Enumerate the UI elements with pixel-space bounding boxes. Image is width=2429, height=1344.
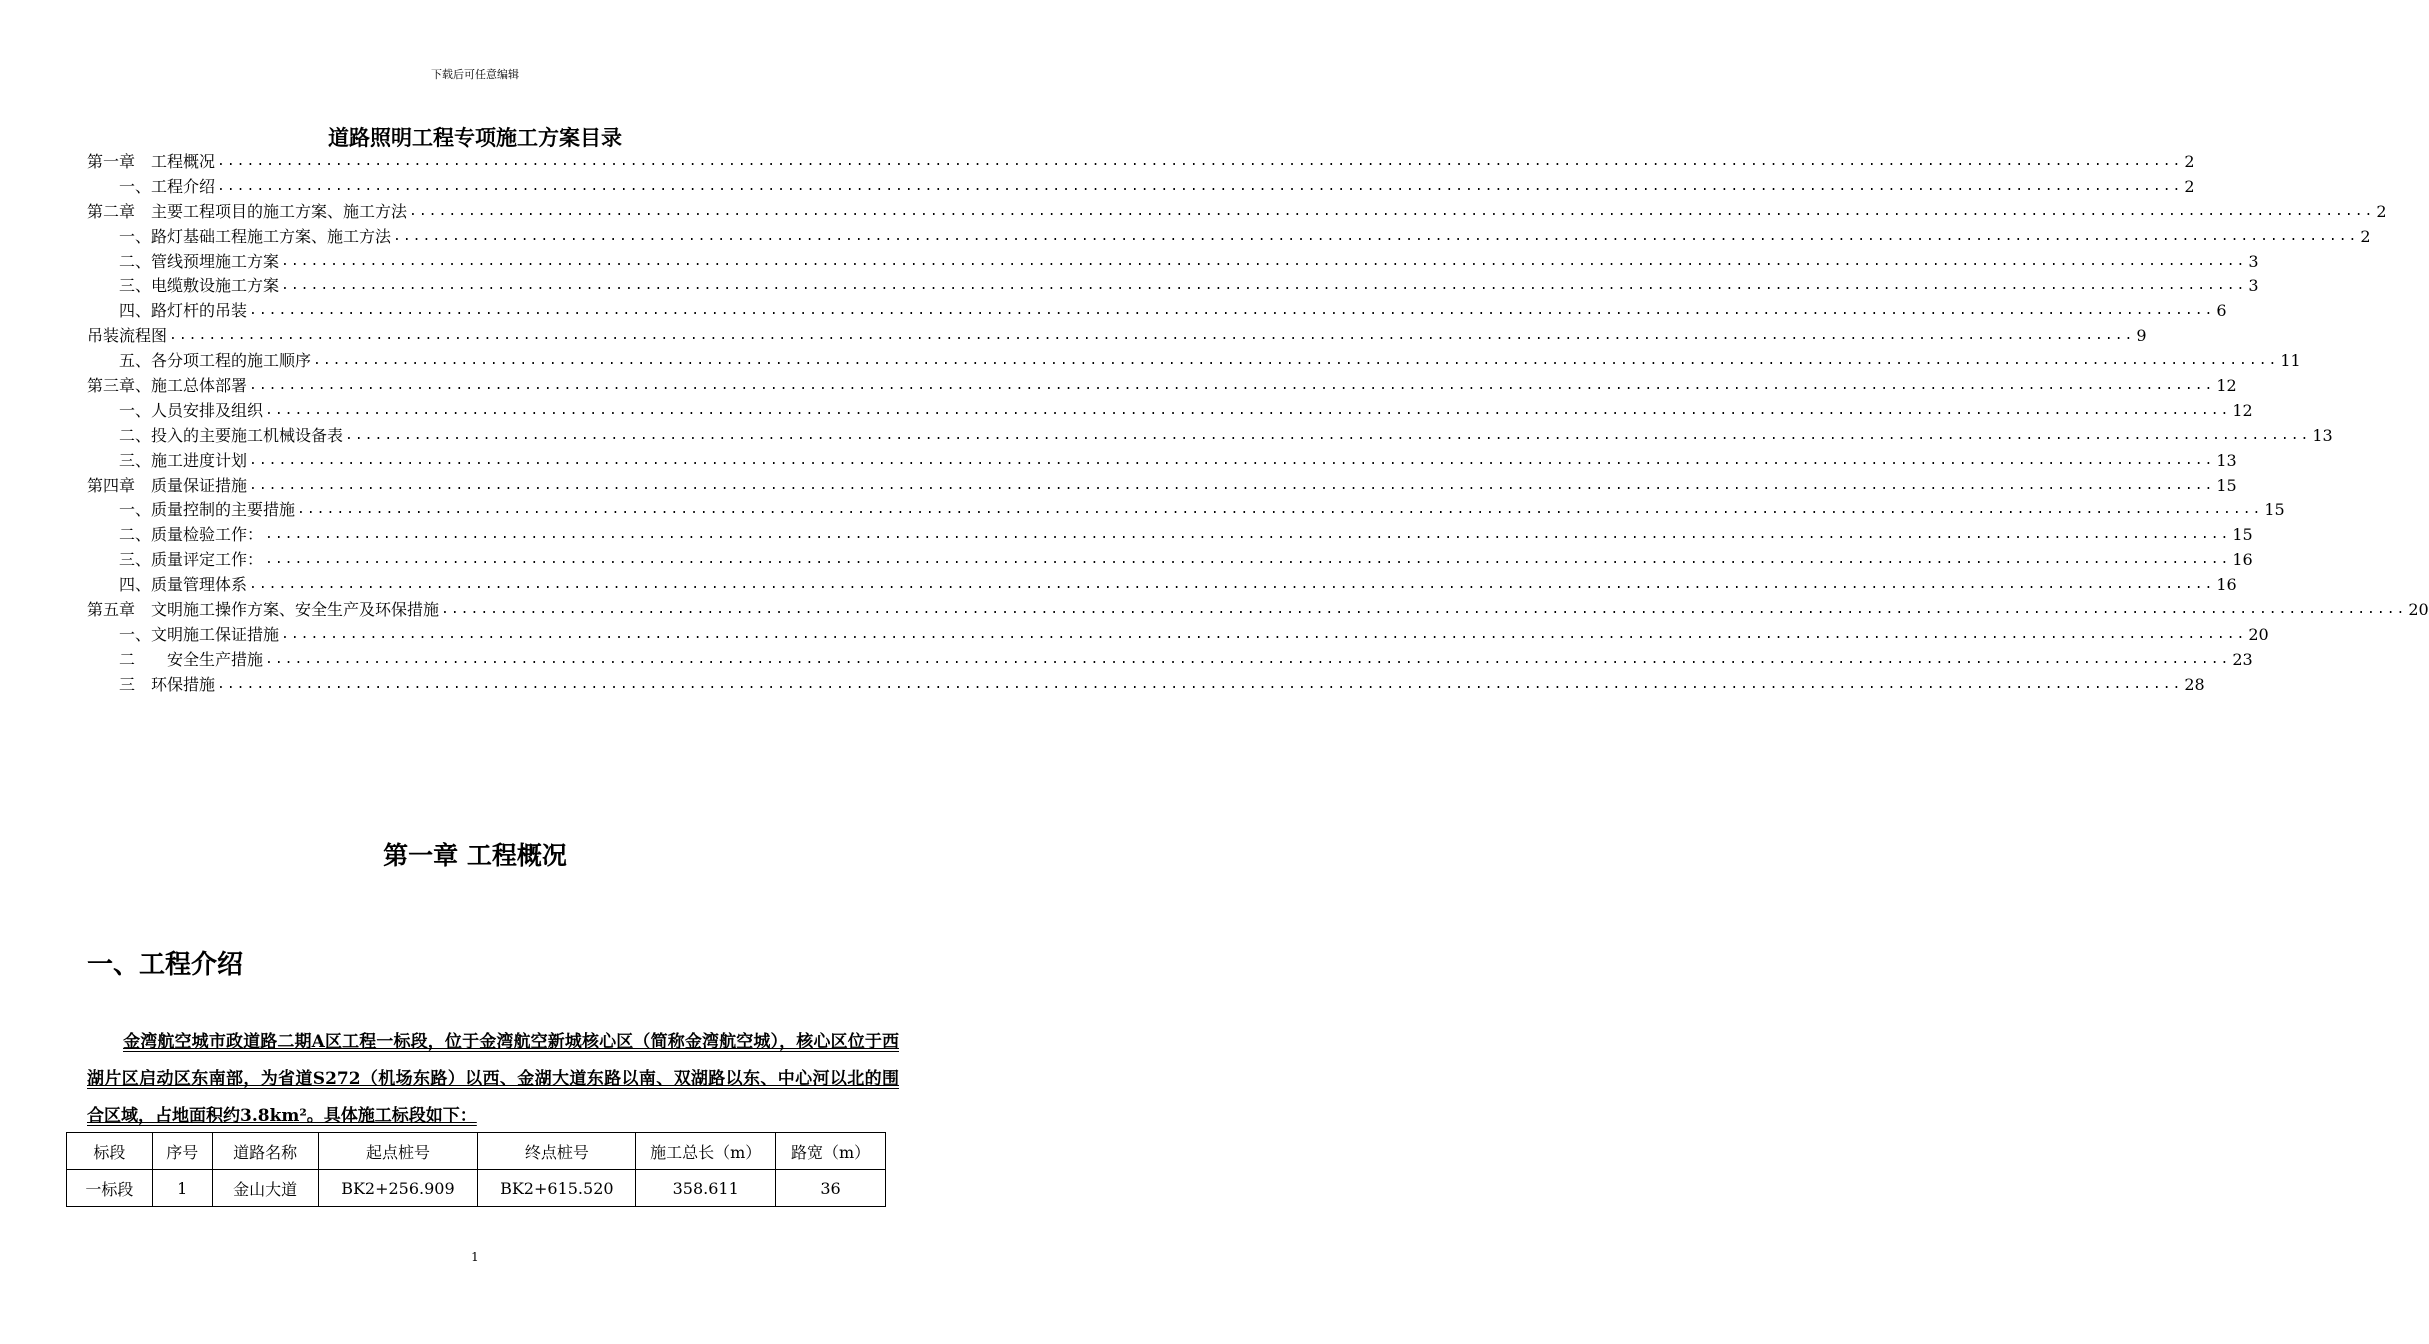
toc-leader-dots: ........................................................................................................................................................................................................ bbox=[249, 303, 2215, 319]
toc-entry-page: 3 bbox=[2248, 251, 2259, 271]
toc-entry-page: 2 bbox=[2184, 151, 2195, 171]
toc-entry-page: 3 bbox=[2248, 276, 2259, 296]
table-cell: 358.611 bbox=[636, 1170, 776, 1207]
toc-entry-title: 二、管线预埋施工方案 bbox=[119, 251, 280, 271]
toc-leader-dots: ........................................................................................................................................................................................................ bbox=[249, 477, 2215, 493]
toc-entry[interactable] bbox=[87, 474, 2237, 499]
toc-entry[interactable] bbox=[87, 374, 2237, 399]
toc-entry-title: 二、质量检验工作： bbox=[119, 525, 264, 545]
table-header-cell: 施工总长（m） bbox=[636, 1133, 776, 1170]
toc-entry-page: 13 bbox=[2312, 425, 2333, 445]
toc-entry[interactable] bbox=[87, 299, 2227, 324]
toc-entry-page: 16 bbox=[2232, 550, 2253, 570]
toc-leader-dots: ........................................................................................................................................................................................................ bbox=[217, 178, 2183, 194]
toc-leader-dots: ........................................................................................................................................................................................................ bbox=[169, 328, 2135, 344]
toc-entry-title: 一、文明施工保证措施 bbox=[119, 624, 280, 644]
table-cell: 1 bbox=[152, 1170, 212, 1207]
toc-leader-dots: ........................................................................................................................................................................................................ bbox=[393, 228, 2359, 244]
toc-leader-dots: ........................................................................................................................................................................................................ bbox=[249, 378, 2215, 393]
toc-entry[interactable] bbox=[87, 548, 2253, 573]
toc-entry-page: 20 bbox=[2408, 600, 2429, 620]
toc-entry[interactable] bbox=[87, 573, 2237, 598]
toc-entry[interactable] bbox=[87, 598, 2429, 623]
toc-leader-dots: ........................................................................................................................................................................................................ bbox=[281, 253, 2247, 269]
toc-leader-dots: ........................................................................................................................................................................................................ bbox=[297, 502, 2263, 518]
page-number: 1 bbox=[471, 1250, 479, 1264]
table-cell: 金山大道 bbox=[212, 1170, 318, 1207]
toc-leader-dots: ........................................................................................................................................................................................................ bbox=[265, 651, 2231, 667]
toc-entry-page: 15 bbox=[2264, 500, 2285, 520]
toc-entry-title: 三、电缆敷设施工方案 bbox=[119, 276, 280, 296]
section-title: 一、工程介绍 bbox=[87, 950, 244, 980]
toc-entry-title: 三、质量评定工作： bbox=[119, 550, 264, 570]
toc-entry-page: 16 bbox=[2216, 575, 2237, 595]
toc-entry-page: 28 bbox=[2184, 674, 2205, 694]
toc-entry[interactable] bbox=[87, 175, 2195, 200]
toc-entry-page: 6 bbox=[2216, 301, 2227, 321]
toc-entry[interactable] bbox=[87, 648, 2253, 673]
toc-entry-page: 23 bbox=[2232, 649, 2253, 669]
table-header-cell: 序号 bbox=[152, 1133, 212, 1170]
table-cell: 36 bbox=[776, 1170, 886, 1207]
toc-entry-page: 9 bbox=[2136, 326, 2147, 346]
toc-entry-page: 12 bbox=[2216, 376, 2237, 395]
toc-leader-dots: ........................................................................................................................................................................................................ bbox=[409, 203, 2375, 219]
toc-entry-title: 第三章、施工总体部署 bbox=[87, 376, 248, 395]
toc-entry-title: 吊装流程图 bbox=[87, 326, 168, 346]
table-cell: BK2+615.520 bbox=[478, 1170, 636, 1207]
toc-entry[interactable] bbox=[87, 498, 2285, 523]
toc-entry[interactable] bbox=[87, 673, 2205, 698]
toc-entry-title: 五、各分项工程的施工顺序 bbox=[119, 351, 312, 371]
toc-entry[interactable] bbox=[87, 324, 2147, 349]
toc-entry[interactable] bbox=[87, 399, 2253, 424]
toc-entry-title: 三 环保措施 bbox=[119, 674, 216, 694]
toc-entry-title: 一、质量控制的主要措施 bbox=[119, 500, 296, 520]
toc-entry-title: 一、工程介绍 bbox=[119, 176, 216, 196]
table-cell: BK2+256.909 bbox=[318, 1170, 478, 1207]
toc-entry-title: 第一章 工程概况 bbox=[87, 151, 216, 171]
chapter-title: 第一章 工程概况 bbox=[383, 841, 567, 870]
intro-paragraph bbox=[87, 1024, 899, 1135]
toc-leader-dots: ........................................................................................................................................................................................................ bbox=[265, 552, 2231, 568]
toc-entry[interactable] bbox=[87, 523, 2253, 548]
table-header-cell: 道路名称 bbox=[212, 1133, 318, 1170]
toc-entry-page: 15 bbox=[2216, 475, 2237, 495]
toc-entry[interactable] bbox=[87, 250, 2259, 275]
toc-entry[interactable] bbox=[87, 274, 2259, 299]
toc-leader-dots: ........................................................................................................................................................................................................ bbox=[249, 452, 2215, 468]
toc-entry-title: 第四章 质量保证措施 bbox=[87, 475, 248, 495]
toc-leader-dots: ........................................................................................................................................................................................................ bbox=[265, 402, 2231, 418]
intro-paragraph-text: 金湾航空城市政道路二期A区工程一标段，位于金湾航空新城核心区（简称金湾航空城），核心区位于西湖片区启动区东南部，为省道S272（机场东路）以西、金湖大道东路以南、双湖路以东、中心河以北的围合区域，占地面积约3.8km²。具体施工标段如下： bbox=[87, 1032, 899, 1126]
toc-entry[interactable] bbox=[87, 225, 2371, 250]
toc-leader-dots: ........................................................................................................................................................................................................ bbox=[313, 353, 2279, 369]
toc-entry-title: 四、质量管理体系 bbox=[119, 575, 248, 595]
toc-entry-title: 一、人员安排及组织 bbox=[119, 400, 264, 420]
toc-entry-title: 第二章 主要工程项目的施工方案、施工方法 bbox=[87, 201, 408, 221]
toc-entry-title: 一、路灯基础工程施工方案、施工方法 bbox=[119, 226, 392, 246]
table-header-cell: 起点桩号 bbox=[318, 1133, 478, 1170]
toc-entry-title: 四、路灯杆的吊装 bbox=[119, 301, 248, 321]
toc-entry-page: 11 bbox=[2280, 351, 2301, 371]
toc-leader-dots: ........................................................................................................................................................................................................ bbox=[217, 153, 2183, 169]
table-header-cell: 标段 bbox=[67, 1133, 153, 1170]
toc-leader-dots: ........................................................................................................................................................................................................ bbox=[281, 626, 2247, 642]
toc-entry-title: 二、投入的主要施工机械设备表 bbox=[119, 425, 344, 445]
table-header-cell: 路宽（m） bbox=[776, 1133, 886, 1170]
toc-entry[interactable] bbox=[87, 424, 2333, 449]
toc-leader-dots: ........................................................................................................................................................................................................ bbox=[249, 577, 2215, 593]
toc-entry-title: 第五章 文明施工操作方案、安全生产及环保措施 bbox=[87, 600, 440, 620]
toc-entry[interactable] bbox=[87, 623, 2269, 648]
table-header-row bbox=[67, 1133, 886, 1170]
toc-leader-dots: ........................................................................................................................................................................................................ bbox=[281, 278, 2247, 294]
toc-entry-title: 二 安全生产措施 bbox=[119, 649, 264, 669]
toc-leader-dots: ........................................................................................................................................................................................................ bbox=[265, 527, 2231, 543]
toc-title: 道路照明工程专项施工方案目录 bbox=[328, 125, 622, 150]
toc-entry[interactable] bbox=[87, 200, 2387, 225]
table-of-contents bbox=[87, 150, 2429, 698]
table-cell: 一标段 bbox=[67, 1170, 153, 1207]
toc-entry-page: 20 bbox=[2248, 624, 2269, 644]
toc-entry-page: 2 bbox=[2376, 201, 2387, 221]
toc-entry[interactable] bbox=[87, 449, 2237, 474]
page-header: 下载后可任意编辑 bbox=[431, 68, 519, 81]
table-header-cell: 终点桩号 bbox=[478, 1133, 636, 1170]
toc-entry-page: 2 bbox=[2360, 226, 2371, 246]
toc-entry[interactable] bbox=[87, 150, 2195, 175]
segment-table bbox=[66, 1132, 886, 1207]
toc-entry-page: 2 bbox=[2184, 176, 2195, 196]
toc-entry-page: 12 bbox=[2232, 400, 2253, 420]
toc-leader-dots: ........................................................................................................................................................................................................ bbox=[217, 676, 2183, 692]
toc-leader-dots: ........................................................................................................................................................................................................ bbox=[345, 427, 2311, 443]
toc-leader-dots: ........................................................................................................................................................................................................ bbox=[441, 602, 2407, 618]
table-row bbox=[67, 1170, 886, 1207]
toc-entry-page: 13 bbox=[2216, 450, 2237, 470]
toc-entry[interactable] bbox=[87, 349, 2301, 374]
toc-entry-page: 15 bbox=[2232, 525, 2253, 545]
toc-entry-title: 三、施工进度计划 bbox=[119, 450, 248, 470]
